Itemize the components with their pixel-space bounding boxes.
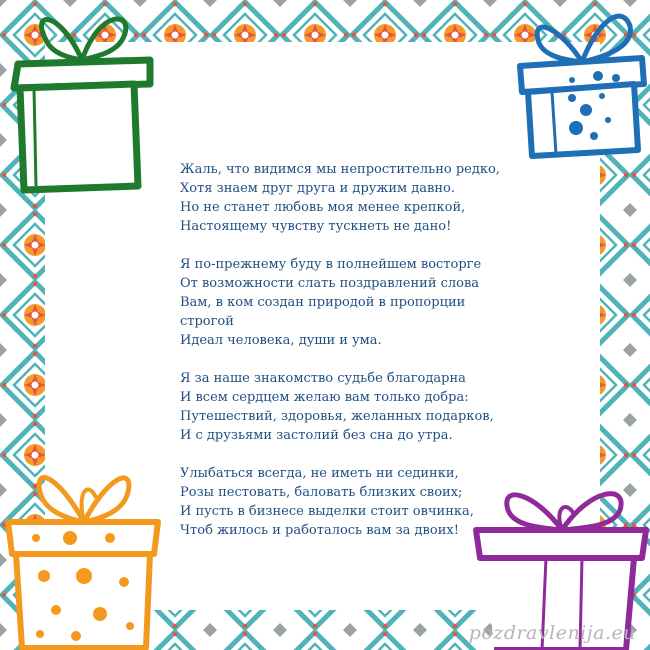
poem-line: От возможности слать поздравлений слова — [180, 276, 480, 291]
poem-line: Вам, в ком создан природой в пропорции — [180, 295, 466, 310]
poem-line: Розы пестовать, баловать близких своих; — [180, 485, 463, 500]
poem-stanza — [180, 160, 510, 236]
poem-line: И с друзьями застолий без сна до утра. — [180, 428, 453, 443]
poem-line: Жаль, что видимся мы непростительно редко, — [180, 162, 500, 177]
poem-line: Хотя знаем друг друга и дружим давно. — [180, 181, 455, 196]
poem-line: Я по-прежнему буду в полнейшем восторге — [180, 257, 482, 272]
poem-stanza — [180, 255, 510, 350]
poem-stanza — [180, 369, 510, 445]
orange-gift-icon — [0, 458, 170, 650]
poem-stanza — [180, 464, 510, 540]
poem-line: Но не станет любовь моя менее крепкой, — [180, 200, 466, 215]
blue-gift-icon — [512, 0, 650, 160]
poem-line: Настоящему чувству тускнеть не дано! — [180, 219, 452, 234]
poem-line: И всем сердцем желаю вам только добра: — [180, 390, 469, 405]
poem-line: Идеал человека, души и ума. — [180, 333, 382, 348]
green-gift-icon — [0, 0, 160, 200]
poem-line: И пусть в бизнесе выделки стоит овчинка, — [180, 504, 474, 519]
poem-line: Я за наше знакомство судьбе благодарна — [180, 371, 466, 386]
poem-line: Улыбаться всегда, не иметь ни сединки, — [180, 466, 459, 481]
poem-line: строгой — [180, 314, 234, 329]
poem-line: Чтоб жилось и работалось вам за двоих! — [180, 523, 459, 538]
poem-line: Путешествий, здоровья, желанных подарков, — [180, 409, 494, 424]
site-watermark: pozdravlenija.eu — [468, 622, 636, 644]
poem — [180, 160, 510, 559]
